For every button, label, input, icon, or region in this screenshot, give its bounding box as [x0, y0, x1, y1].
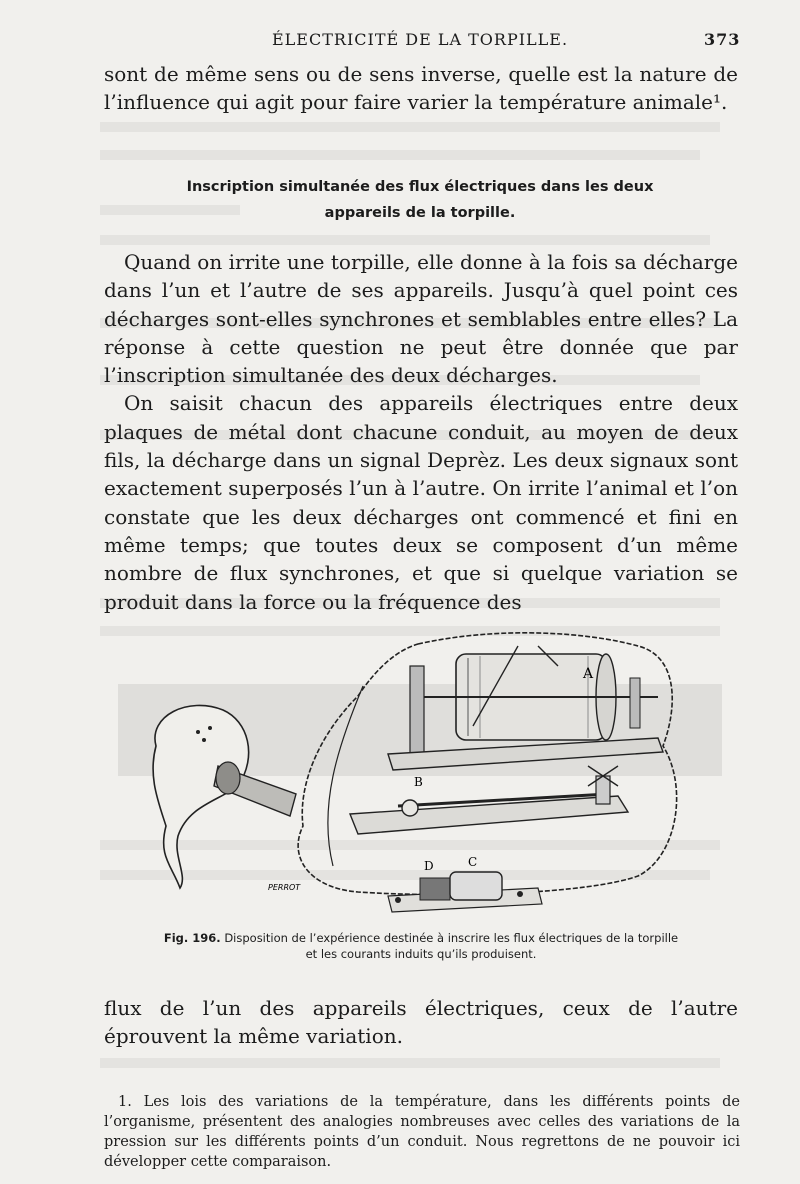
paragraph-continuation: [104, 60, 738, 117]
apparatus-engraving: [118, 626, 722, 926]
label-d: D: [424, 859, 434, 873]
figure-number: Fig. 196.: [163, 931, 221, 945]
paragraph-4-text: flux de l’un des appareils électriques, ceux de l’autre éprouvent la même variation.: [104, 996, 738, 1049]
figure-caption: [126, 930, 716, 962]
running-header: [0, 30, 800, 54]
figure-196: [118, 626, 722, 926]
paragraph-after-figure: [104, 994, 738, 1051]
paragraph-3-text: On saisit chacun des appareils électriques entre deux plaques de métal dont chacune conduit, au moyen de deux fils, la décharge dans un signal Deprèz. Les deux signaux sont exactement superposés l’un à l’autre. On irrite l’animal et l’on constate que les deux décharges ont commencé et fini en même temps; que toutes deux se composent d’un même nombre de flux synchrones, et que si quelque variation se produit dans la force ou la fréquence des: [104, 391, 738, 614]
section-heading-line-2: appareils de la torpille.: [324, 205, 516, 221]
paragraph-1-text: sont de même sens ou de sens inverse, quelle est la nature de l’influence qui agit pour faire varier la température animale¹.: [104, 62, 738, 115]
label-b: B: [414, 775, 423, 789]
running-title: ÉLECTRICITÉ DE LA TORPILLE.: [272, 30, 569, 49]
page-number: 373: [704, 30, 741, 49]
section-heading: [120, 174, 720, 226]
figure-caption-line-1: [126, 930, 716, 946]
section-heading-line-1: Inscription simultanée des flux électriques dans les deux: [186, 179, 654, 195]
figure-caption-line-2: et les courants induits qu’ils produisent.: [305, 947, 537, 961]
induction-coil: [388, 855, 542, 912]
figure-caption-text-1: Disposition de l’expérience destinée à inscrire les flux électriques de la torpille: [224, 931, 679, 945]
label-c: C: [468, 855, 478, 869]
label-a: A: [583, 666, 594, 682]
footnote: [104, 1092, 740, 1172]
footnote-1-text: 1. Les lois des variations de la température, dans les différents points de l’organisme, présentent des analogies nombreuses avec celles des variations de la pression sur les différents points d’un conduit. Nous regrettons de ne pouvoir ici développer cette comparaison.: [104, 1094, 740, 1170]
signal-b-platform: [350, 766, 628, 834]
paragraph-2-text: Quand on irrite une torpille, elle donne à la fois sa décharge dans l’un et l’autre de ses appareils. Jusqu’à quel point ces décharges sont-elles synchrones et semblables entre elles? La réponse à cette question ne peut être donnée que par l’inscription simultanée des deux décharges.: [104, 250, 738, 388]
section-body: [104, 248, 738, 616]
engraver-signature: PERROT: [268, 883, 301, 892]
